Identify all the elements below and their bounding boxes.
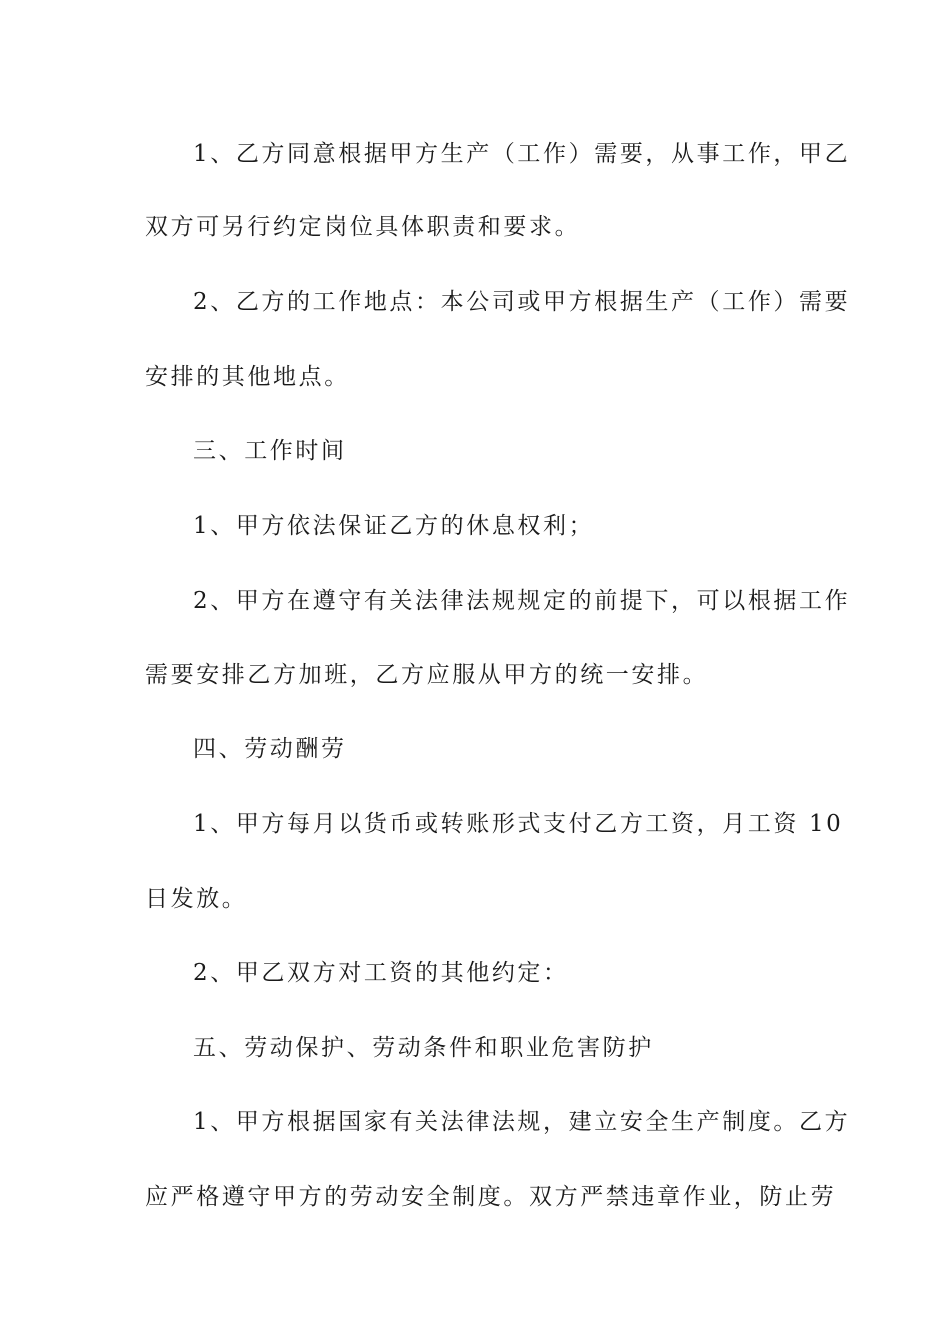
section-heading: 三、工作时间 xyxy=(193,438,347,464)
paragraph-line: 1、甲方每月以货币或转账形式支付乙方工资，月工资 10 xyxy=(193,811,844,837)
section-heading: 五、劳动保护、劳动条件和职业危害防护 xyxy=(193,1035,654,1061)
paragraph-line: 双方可另行约定岗位具体职责和要求。 xyxy=(145,214,581,240)
paragraph-line: 2、甲乙双方对工资的其他约定： xyxy=(193,960,569,986)
section-heading: 四、劳动酬劳 xyxy=(193,736,347,762)
paragraph-line: 1、甲方根据国家有关法律法规，建立安全生产制度。乙方 xyxy=(193,1109,851,1135)
paragraph-line: 1、甲方依法保证乙方的休息权利； xyxy=(193,513,595,539)
paragraph-line: 2、甲方在遵守有关法律法规规定的前提下，可以根据工作 xyxy=(193,588,851,614)
paragraph-line: 1、乙方同意根据甲方生产（工作）需要，从事工作，甲乙 xyxy=(193,141,851,167)
paragraph-line: 2、乙方的工作地点：本公司或甲方根据生产（工作）需要 xyxy=(193,289,851,315)
paragraph-line: 安排的其他地点。 xyxy=(145,364,350,390)
paragraph-line: 日发放。 xyxy=(145,886,248,912)
paragraph-line: 应严格遵守甲方的劳动安全制度。双方严禁违章作业，防止劳 xyxy=(145,1184,837,1210)
paragraph-line: 需要安排乙方加班，乙方应服从甲方的统一安排。 xyxy=(145,662,709,688)
